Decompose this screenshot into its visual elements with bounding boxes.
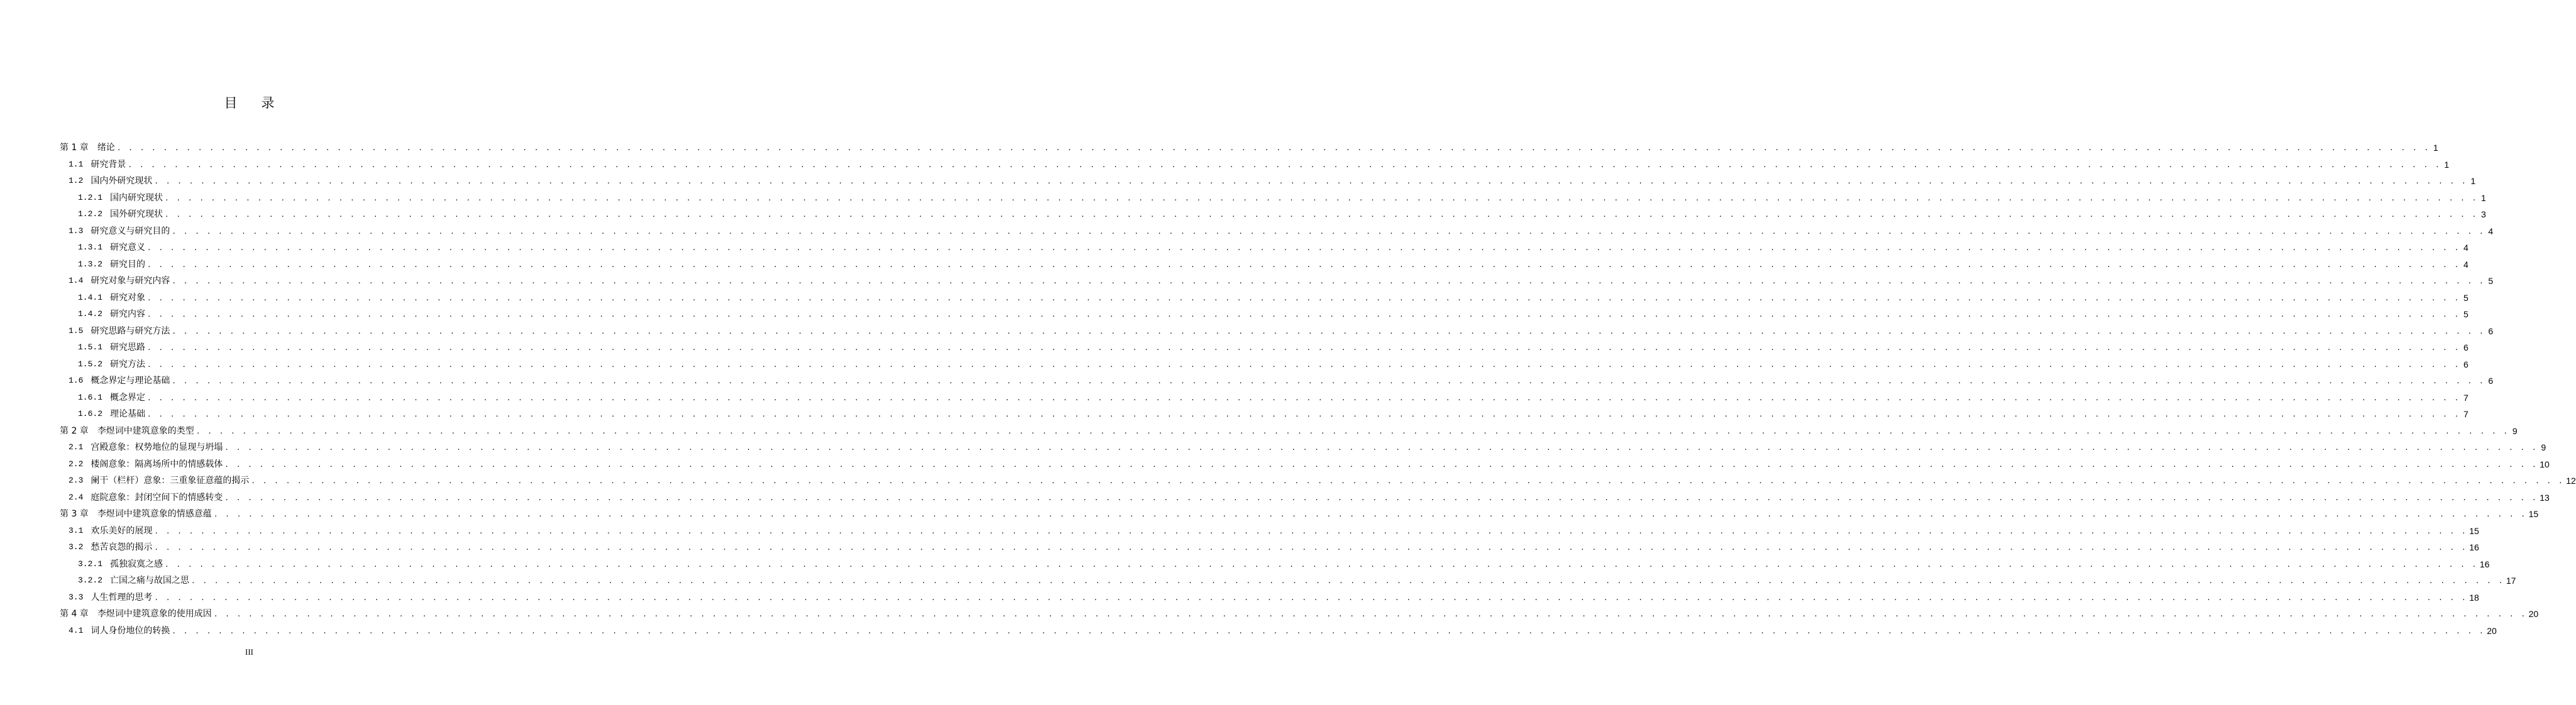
toc-entry-number: 1.6 [69, 376, 84, 385]
dot-leader: . . . . . . . . . . . . . . . . . . . . . . . . . . . . . . . . . . . . . . . . . . . . . . . . . . . . . . . . . . . . . . . . . . . . . . . . . . . . . . . . . . . . . . . . . . . . . . . . . . . . . . . . . . . . . . . . . . . . . . . . . . . . . . . . . . . . . . . . . . . . . . . . . . . . . . . . . . . . . . . . . . . . . . . . . . . . . . . . . . . . . . . . . . . . . . . . . . . . . . . . [116, 144, 2430, 152]
dot-leader: . . . . . . . . . . . . . . . . . . . . . . . . . . . . . . . . . . . . . . . . . . . . . . . . . . . . . . . . . . . . . . . . . . . . . . . . . . . . . . . . . . . . . . . . . . . . . . . . . . . . . . . . . . . . . . . . . . . . . . . . . . . . . . . . . . . . . . . . . . . . . . . . . . . . . . . . . . . . . . . . . . . . . . . . . . . . . . . . . . . . . . . . . . . . . . . . . . . . . . . . [147, 393, 2460, 402]
toc-entry-page: 1 [2470, 176, 2476, 186]
toc-entry-title: 阑干（栏杆）意象：三重象征意蕴的揭示 [91, 476, 250, 486]
toc-entry-page: 1 [2444, 159, 2450, 170]
toc-entry-title: 欢乐美好的展现 [91, 525, 153, 536]
toc-entry-page: 9 [2512, 425, 2518, 436]
toc-entry-title: 研究目的 [110, 259, 146, 270]
title-char-2: 录 [261, 96, 275, 111]
toc-entry-number: 3.2.1 [78, 559, 103, 569]
toc-entry-number: 1.6.2 [78, 409, 103, 418]
toc-entry-number: 1.3.2 [78, 259, 103, 269]
dot-leader: . . . . . . . . . . . . . . . . . . . . . . . . . . . . . . . . . . . . . . . . . . . . . . . . . . . . . . . . . . . . . . . . . . . . . . . . . . . . . . . . . . . . . . . . . . . . . . . . . . . . . . . . . . . . . . . . . . . . . . . . . . . . . . . . . . . . . . . . . . . . . . . . . . . . . . . . . . . . . . . . . . . . . . . . . . . . . . . . . . . . . . . . . . . . . . . . . . . . . . . . [172, 227, 2485, 236]
toc-entry-title: 研究背景 [91, 159, 126, 170]
dot-leader: . . . . . . . . . . . . . . . . . . . . . . . . . . . . . . . . . . . . . . . . . . . . . . . . . . . . . . . . . . . . . . . . . . . . . . . . . . . . . . . . . . . . . . . . . . . . . . . . . . . . . . . . . . . . . . . . . . . . . . . . . . . . . . . . . . . . . . . . . . . . . . . . . . . . . . . . . . . . . . . . . . . . . . . . . . . . . . . . . . . . . . . . . . . . . . . . . . . . . . . . [213, 510, 2527, 518]
toc-entry-page: 1 [2433, 143, 2438, 153]
toc-entry[interactable] [60, 506, 2539, 522]
toc-entry[interactable] [78, 290, 2469, 306]
toc-entry-page: 17 [2506, 576, 2516, 586]
toc-entry-number: 1.4.2 [78, 309, 103, 319]
dot-leader: . . . . . . . . . . . . . . . . . . . . . . . . . . . . . . . . . . . . . . . . . . . . . . . . . . . . . . . . . . . . . . . . . . . . . . . . . . . . . . . . . . . . . . . . . . . . . . . . . . . . . . . . . . . . . . . . . . . . . . . . . . . . . . . . . . . . . . . . . . . . . . . . . . . . . . . . . . . . . . . . . . . . . . . . . . . . . . . . . . . . . . . . . . . . . . . . . . . . . . . . [147, 310, 2460, 319]
toc-entry[interactable] [78, 556, 2490, 572]
dot-leader: . . . . . . . . . . . . . . . . . . . . . . . . . . . . . . . . . . . . . . . . . . . . . . . . . . . . . . . . . . . . . . . . . . . . . . . . . . . . . . . . . . . . . . . . . . . . . . . . . . . . . . . . . . . . . . . . . . . . . . . . . . . . . . . . . . . . . . . . . . . . . . . . . . . . . . . . . . . . . . . . . . . . . . . . . . . . . . . . . . . . . . . . . . . . . . . . . . . . . . . . [147, 410, 2460, 418]
toc-entry-number: 2.1 [69, 442, 84, 452]
toc-entry-title: 李煜词中建筑意象的使用成因 [97, 609, 212, 619]
toc-entry-number: 第 1 章 [60, 143, 89, 153]
toc-entry-title: 词人身份地位的转换 [91, 625, 170, 636]
toc-entry[interactable] [60, 606, 2539, 622]
toc-entry-number: 1.4 [69, 276, 84, 285]
toc-entry[interactable] [78, 306, 2469, 322]
toc-entry-page: 9 [2541, 442, 2546, 452]
toc-entry[interactable] [60, 139, 2438, 156]
dot-leader: . . . . . . . . . . . . . . . . . . . . . . . . . . . . . . . . . . . . . . . . . . . . . . . . . . . . . . . . . . . . . . . . . . . . . . . . . . . . . . . . . . . . . . . . . . . . . . . . . . . . . . . . . . . . . . . . . . . . . . . . . . . . . . . . . . . . . . . . . . . . . . . . . . . . . . . . . . . . . . . . . . . . . . . . . . . . . . . . . . . . . . . . . . . . . . . . . . . . . . . . [147, 360, 2460, 369]
toc-entry-title: 研究意义与研究目的 [91, 226, 170, 236]
toc-entry-title: 研究方法 [110, 359, 146, 369]
toc-entry-number: 第 2 章 [60, 425, 89, 436]
toc-entry-page: 4 [2463, 259, 2469, 270]
dot-leader: . . . . . . . . . . . . . . . . . . . . . . . . . . . . . . . . . . . . . . . . . . . . . . . . . . . . . . . . . . . . . . . . . . . . . . . . . . . . . . . . . . . . . . . . . . . . . . . . . . . . . . . . . . . . . . . . . . . . . . . . . . . . . . . . . . . . . . . . . . . . . . . . . . . . . . . . . . . . . . . . . . . . . . . . . . . . . . . . . . . . . . . . . . . . . . . . . . . . . . . . [165, 194, 2478, 202]
toc-entry-title: 国外研究现状 [110, 209, 163, 219]
toc-entry-title: 研究思路 [110, 342, 146, 352]
toc-entry[interactable] [78, 256, 2469, 273]
toc-entry-page: 7 [2463, 392, 2469, 403]
toc-entry-title: 宫殿意象：权势地位的显现与坍塌 [91, 442, 223, 452]
toc-entry-title: 孤独寂寞之感 [110, 559, 163, 569]
dot-leader: . . . . . . . . . . . . . . . . . . . . . . . . . . . . . . . . . . . . . . . . . . . . . . . . . . . . . . . . . . . . . . . . . . . . . . . . . . . . . . . . . . . . . . . . . . . . . . . . . . . . . . . . . . . . . . . . . . . . . . . . . . . . . . . . . . . . . . . . . . . . . . . . . . . . . . . . . . . . . . . . . . . . . . . . . . . . . . . . . . . . . . . . . . . . . . . . . . . . . . . . [224, 493, 2538, 502]
toc-entry-title: 亡国之痛与故国之思 [110, 576, 190, 586]
toc-entry-number: 2.2 [69, 459, 84, 469]
toc-entry-number: 1.4.1 [78, 292, 103, 302]
toc-entry-title: 李煜词中建筑意象的类型 [97, 425, 194, 436]
toc-entry[interactable] [69, 273, 2494, 289]
toc-entry[interactable] [78, 406, 2469, 422]
toc-entry-page: 18 [2469, 592, 2479, 603]
toc-entry[interactable] [69, 456, 2550, 473]
toc-entry[interactable] [78, 206, 2486, 222]
dot-leader: . . . . . . . . . . . . . . . . . . . . . . . . . . . . . . . . . . . . . . . . . . . . . . . . . . . . . . . . . . . . . . . . . . . . . . . . . . . . . . . . . . . . . . . . . . . . . . . . . . . . . . . . . . . . . . . . . . . . . . . . . . . . . . . . . . . . . . . . . . . . . . . . . . . . . . . . . . . . . . . . . . . . . . . . . . . . . . . . . . . . . . . . . . . . . . . . . . . . . . . . [165, 560, 2478, 569]
toc-entry[interactable] [69, 223, 2494, 239]
dot-leader: . . . . . . . . . . . . . . . . . . . . . . . . . . . . . . . . . . . . . . . . . . . . . . . . . . . . . . . . . . . . . . . . . . . . . . . . . . . . . . . . . . . . . . . . . . . . . . . . . . . . . . . . . . . . . . . . . . . . . . . . . . . . . . . . . . . . . . . . . . . . . . . . . . . . . . . . . . . . . . . . . . . . . . . . . . . . . . . . . . . . . . . . . . . . . . . . . . . . . . . . [154, 527, 2468, 535]
toc-entry-number: 3.3 [69, 592, 84, 602]
toc-entry-title: 研究对象 [110, 292, 146, 303]
toc-entry-number: 3.2 [69, 542, 84, 552]
toc-entry-number: 第 3 章 [60, 509, 89, 519]
toc-entry[interactable] [69, 489, 2550, 506]
dot-leader: . . . . . . . . . . . . . . . . . . . . . . . . . . . . . . . . . . . . . . . . . . . . . . . . . . . . . . . . . . . . . . . . . . . . . . . . . . . . . . . . . . . . . . . . . . . . . . . . . . . . . . . . . . . . . . . . . . . . . . . . . . . . . . . . . . . . . . . . . . . . . . . . . . . . . . . . . . . . . . . . . . . . . . . . . . . . . . . . . . . . . . . . . . . . . . . . . . . . . . . . [195, 427, 2509, 435]
toc-entry-page: 15 [2469, 525, 2479, 536]
dot-leader: . . . . . . . . . . . . . . . . . . . . . . . . . . . . . . . . . . . . . . . . . . . . . . . . . . . . . . . . . . . . . . . . . . . . . . . . . . . . . . . . . . . . . . . . . . . . . . . . . . . . . . . . . . . . . . . . . . . . . . . . . . . . . . . . . . . . . . . . . . . . . . . . . . . . . . . . . . . . . . . . . . . . . . . . . . . . . . . . . . . . . . . . . . . . . . . . . . . . . . . . [147, 344, 2460, 352]
toc-entry-page: 10 [2540, 459, 2550, 469]
toc-entry[interactable] [60, 423, 2518, 439]
toc-entry-title: 理论基础 [110, 409, 146, 419]
toc-entry-number: 第 4 章 [60, 609, 89, 619]
dot-leader: . . . . . . . . . . . . . . . . . . . . . . . . . . . . . . . . . . . . . . . . . . . . . . . . . . . . . . . . . . . . . . . . . . . . . . . . . . . . . . . . . . . . . . . . . . . . . . . . . . . . . . . . . . . . . . . . . . . . . . . . . . . . . . . . . . . . . . . . . . . . . . . . . . . . . . . . . . . . . . . . . . . . . . . . . . . . . . . . . . . . . . . . . . . . . . . . . . . . . . . . [172, 327, 2485, 336]
toc-entry[interactable] [69, 439, 2546, 456]
toc-entry-title: 概念界定 [110, 392, 146, 403]
toc-entry-number: 3.1 [69, 525, 84, 535]
toc-entry-number: 1.6.1 [78, 392, 103, 402]
toc-entry[interactable] [69, 173, 2476, 189]
toc-entry-page: 15 [2528, 509, 2539, 519]
dot-leader: . . . . . . . . . . . . . . . . . . . . . . . . . . . . . . . . . . . . . . . . . . . . . . . . . . . . . . . . . . . . . . . . . . . . . . . . . . . . . . . . . . . . . . . . . . . . . . . . . . . . . . . . . . . . . . . . . . . . . . . . . . . . . . . . . . . . . . . . . . . . . . . . . . . . . . . . . . . . . . . . . . . . . . . . . . . . . . . . . . . . . . . . . . . . . . . . . . . . . . . . [147, 244, 2460, 252]
toc-entry-number: 4.1 [69, 625, 84, 635]
toc-entry[interactable] [78, 390, 2469, 406]
page-title [0, 93, 498, 112]
toc-entry-page: 16 [2469, 542, 2479, 552]
toc-entry-page: 5 [2463, 292, 2469, 303]
toc-entry-page: 20 [2487, 625, 2497, 636]
toc-entry-number: 1.5.1 [78, 342, 103, 352]
dot-leader: . . . . . . . . . . . . . . . . . . . . . . . . . . . . . . . . . . . . . . . . . . . . . . . . . . . . . . . . . . . . . . . . . . . . . . . . . . . . . . . . . . . . . . . . . . . . . . . . . . . . . . . . . . . . . . . . . . . . . . . . . . . . . . . . . . . . . . . . . . . . . . . . . . . . . . . . . . . . . . . . . . . . . . . . . . . . . . . . . . . . . . . . . . . . . . . . . . . . . . . . [172, 377, 2485, 385]
toc-entry-number: 3.2.2 [78, 576, 103, 585]
toc-entry[interactable] [69, 373, 2494, 389]
toc-entry-title: 研究内容 [110, 309, 146, 319]
dot-leader: . . . . . . . . . . . . . . . . . . . . . . . . . . . . . . . . . . . . . . . . . . . . . . . . . . . . . . . . . . . . . . . . . . . . . . . . . . . . . . . . . . . . . . . . . . . . . . . . . . . . . . . . . . . . . . . . . . . . . . . . . . . . . . . . . . . . . . . . . . . . . . . . . . . . . . . . . . . . . . . . . . . . . . . . . . . . . . . . . . . . . . . . . . . . . . . . . . . . . . . . [213, 610, 2527, 618]
toc-entry[interactable] [69, 589, 2479, 606]
toc-entry[interactable] [69, 623, 2497, 639]
toc-entry[interactable] [69, 323, 2494, 339]
toc-entry-title: 绪论 [97, 143, 115, 153]
dot-leader: . . . . . . . . . . . . . . . . . . . . . . . . . . . . . . . . . . . . . . . . . . . . . . . . . . . . . . . . . . . . . . . . . . . . . . . . . . . . . . . . . . . . . . . . . . . . . . . . . . . . . . . . . . . . . . . . . . . . . . . . . . . . . . . . . . . . . . . . . . . . . . . . . . . . . . . . . . . . . . . . . . . . . . . . . . . . . . . . . . . . . . . . . . . . . . . . . . . . . . . . [147, 260, 2460, 269]
toc-entry-number: 1.1 [69, 159, 84, 169]
dot-leader: . . . . . . . . . . . . . . . . . . . . . . . . . . . . . . . . . . . . . . . . . . . . . . . . . . . . . . . . . . . . . . . . . . . . . . . . . . . . . . . . . . . . . . . . . . . . . . . . . . . . . . . . . . . . . . . . . . . . . . . . . . . . . . . . . . . . . . . . . . . . . . . . . . . . . . . . . . . . . . . . . . . . . . . . . . . . . . . . . . . . . . . . . . . . . . . . . . . . . . . . [147, 293, 2460, 302]
toc-entry-title: 国内外研究现状 [91, 176, 153, 186]
toc-entry-page: 20 [2528, 609, 2539, 619]
toc-entry-title: 概念界定与理论基础 [91, 376, 170, 386]
toc-entry-page: 5 [2463, 309, 2469, 319]
page-number-footer: III [245, 647, 253, 657]
toc-entry-title: 人生哲理的思考 [91, 592, 153, 603]
dot-leader: . . . . . . . . . . . . . . . . . . . . . . . . . . . . . . . . . . . . . . . . . . . . . . . . . . . . . . . . . . . . . . . . . . . . . . . . . . . . . . . . . . . . . . . . . . . . . . . . . . . . . . . . . . . . . . . . . . . . . . . . . . . . . . . . . . . . . . . . . . . . . . . . . . . . . . . . . . . . . . . . . . . . . . . . . . . . . . . . . . . . . . . . . . . . . . . . . . . . . . . . [128, 160, 2441, 169]
toc-entry-title: 庭院意象：封闭空间下的情感转变 [91, 492, 223, 503]
toc-entry-page: 4 [2488, 226, 2494, 236]
toc-entry-page: 1 [2481, 192, 2486, 203]
toc-entry-title: 李煜词中建筑意象的情感意蕴 [97, 509, 212, 519]
dot-leader: . . . . . . . . . . . . . . . . . . . . . . . . . . . . . . . . . . . . . . . . . . . . . . . . . . . . . . . . . . . . . . . . . . . . . . . . . . . . . . . . . . . . . . . . . . . . . . . . . . . . . . . . . . . . . . . . . . . . . . . . . . . . . . . . . . . . . . . . . . . . . . . . . . . . . . . . . . . . . . . . . . . . . . . . . . . . . . . . . . . . . . . . . . . . . . . . . . . . . . . . [224, 460, 2538, 469]
toc-entry-title: 研究对象与研究内容 [91, 276, 170, 286]
dot-leader: . . . . . . . . . . . . . . . . . . . . . . . . . . . . . . . . . . . . . . . . . . . . . . . . . . . . . . . . . . . . . . . . . . . . . . . . . . . . . . . . . . . . . . . . . . . . . . . . . . . . . . . . . . . . . . . . . . . . . . . . . . . . . . . . . . . . . . . . . . . . . . . . . . . . . . . . . . . . . . . . . . . . . . . . . . . . . . . . . . . . . . . . . . . . . . . . . . . . . . . . [172, 626, 2485, 635]
toc-entry-page: 7 [2463, 409, 2469, 419]
toc-entry-page: 6 [2463, 342, 2469, 352]
toc-entry[interactable] [78, 356, 2469, 373]
toc-entry-title: 国内研究现状 [110, 192, 163, 203]
toc-entry-page: 16 [2479, 559, 2490, 569]
toc-entry-number: 1.3.1 [78, 243, 103, 252]
toc-entry-page: 6 [2463, 359, 2469, 369]
toc-entry[interactable] [78, 239, 2469, 256]
dot-leader: . . . . . . . . . . . . . . . . . . . . . . . . . . . . . . . . . . . . . . . . . . . . . . . . . . . . . . . . . . . . . . . . . . . . . . . . . . . . . . . . . . . . . . . . . . . . . . . . . . . . . . . . . . . . . . . . . . . . . . . . . . . . . . . . . . . . . . . . . . . . . . . . . . . . . . . . . . . . . . . . . . . . . . . . . . . . . . . . . . . . . . . . . . . . . . . . . . . . . . . . [165, 210, 2478, 219]
toc-entry-page: 6 [2488, 376, 2494, 386]
dot-leader: . . . . . . . . . . . . . . . . . . . . . . . . . . . . . . . . . . . . . . . . . . . . . . . . . . . . . . . . . . . . . . . . . . . . . . . . . . . . . . . . . . . . . . . . . . . . . . . . . . . . . . . . . . . . . . . . . . . . . . . . . . . . . . . . . . . . . . . . . . . . . . . . . . . . . . . . . . . . . . . . . . . . . . . . . . . . . . . . . . . . . . . . . . . . . . . . . . . . . . . . [224, 444, 2538, 452]
toc-entry[interactable] [69, 523, 2479, 539]
toc-entry-number: 1.5 [69, 325, 84, 336]
toc-entry[interactable] [69, 539, 2479, 555]
toc-entry[interactable] [78, 339, 2469, 356]
toc-entry-title: 研究意义 [110, 243, 146, 253]
toc-entry[interactable] [69, 473, 2576, 489]
toc-entry-title: 研究思路与研究方法 [91, 325, 170, 336]
dot-leader: . . . . . . . . . . . . . . . . . . . . . . . . . . . . . . . . . . . . . . . . . . . . . . . . . . . . . . . . . . . . . . . . . . . . . . . . . . . . . . . . . . . . . . . . . . . . . . . . . . . . . . . . . . . . . . . . . . . . . . . . . . . . . . . . . . . . . . . . . . . . . . . . . . . . . . . . . . . . . . . . . . . . . . . . . . . . . . . . . . . . . . . . . . . . . . . . . . . . . . . . [154, 593, 2468, 602]
dot-leader: . . . . . . . . . . . . . . . . . . . . . . . . . . . . . . . . . . . . . . . . . . . . . . . . . . . . . . . . . . . . . . . . . . . . . . . . . . . . . . . . . . . . . . . . . . . . . . . . . . . . . . . . . . . . . . . . . . . . . . . . . . . . . . . . . . . . . . . . . . . . . . . . . . . . . . . . . . . . . . . . . . . . . . . . . . . . . . . . . . . . . . . . . . . . . . . . . . . . . . . . [191, 577, 2504, 585]
toc-entry-number: 1.3 [69, 226, 84, 236]
toc-entry-number: 2.4 [69, 492, 84, 502]
toc-entry-number: 1.2.2 [78, 209, 103, 219]
toc-entry-page: 12 [2566, 476, 2576, 486]
title-char-1: 目 [224, 96, 238, 111]
toc-entry-number: 1.5.2 [78, 359, 103, 369]
dot-leader: . . . . . . . . . . . . . . . . . . . . . . . . . . . . . . . . . . . . . . . . . . . . . . . . . . . . . . . . . . . . . . . . . . . . . . . . . . . . . . . . . . . . . . . . . . . . . . . . . . . . . . . . . . . . . . . . . . . . . . . . . . . . . . . . . . . . . . . . . . . . . . . . . . . . . . . . . . . . . . . . . . . . . . . . . . . . . . . . . . . . . . . . . . . . . . . . . . . . . . . . [154, 177, 2468, 185]
toc-entry-number: 1.2.1 [78, 192, 103, 202]
toc-entry-page: 3 [2481, 209, 2486, 219]
dot-leader: . . . . . . . . . . . . . . . . . . . . . . . . . . . . . . . . . . . . . . . . . . . . . . . . . . . . . . . . . . . . . . . . . . . . . . . . . . . . . . . . . . . . . . . . . . . . . . . . . . . . . . . . . . . . . . . . . . . . . . . . . . . . . . . . . . . . . . . . . . . . . . . . . . . . . . . . . . . . . . . . . . . . . . . . . . . . . . . . . . . . . . . . . . . . . . . . . . . . . . . . [251, 477, 2565, 485]
toc-entry-title: 愁苦哀怨的揭示 [91, 542, 153, 552]
dot-leader: . . . . . . . . . . . . . . . . . . . . . . . . . . . . . . . . . . . . . . . . . . . . . . . . . . . . . . . . . . . . . . . . . . . . . . . . . . . . . . . . . . . . . . . . . . . . . . . . . . . . . . . . . . . . . . . . . . . . . . . . . . . . . . . . . . . . . . . . . . . . . . . . . . . . . . . . . . . . . . . . . . . . . . . . . . . . . . . . . . . . . . . . . . . . . . . . . . . . . . . . [154, 544, 2468, 552]
toc-entry[interactable] [78, 572, 2516, 589]
toc-entry-number: 2.3 [69, 476, 84, 485]
toc-entry[interactable] [69, 156, 2450, 173]
toc-entry-number: 1.2 [69, 176, 84, 185]
dot-leader: . . . . . . . . . . . . . . . . . . . . . . . . . . . . . . . . . . . . . . . . . . . . . . . . . . . . . . . . . . . . . . . . . . . . . . . . . . . . . . . . . . . . . . . . . . . . . . . . . . . . . . . . . . . . . . . . . . . . . . . . . . . . . . . . . . . . . . . . . . . . . . . . . . . . . . . . . . . . . . . . . . . . . . . . . . . . . . . . . . . . . . . . . . . . . . . . . . . . . . . . [172, 277, 2485, 285]
toc-entry-page: 13 [2540, 492, 2550, 503]
toc-entry-page: 4 [2463, 243, 2469, 253]
toc-entry-page: 6 [2488, 325, 2494, 336]
toc-entry[interactable] [78, 190, 2486, 206]
toc-entry-title: 楼阁意象：隔离场所中的情感载体 [91, 459, 223, 469]
toc-entry-page: 5 [2488, 276, 2494, 286]
